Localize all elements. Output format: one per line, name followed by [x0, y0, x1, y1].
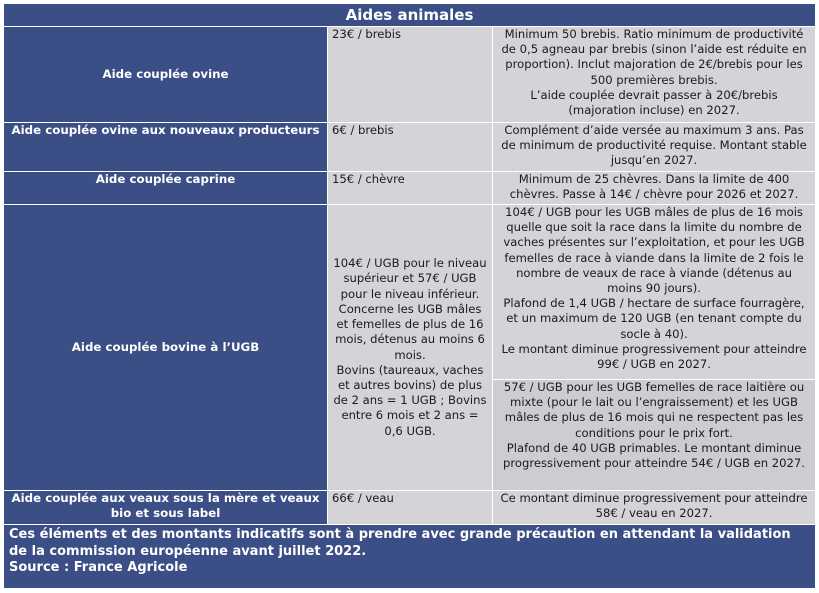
note-text: Minimum de 25 chèvres. Dans la limite de 400 chèvres. Passe à 14€ / chèvre pour 2026 et 2027. — [509, 172, 799, 202]
note-text: 57€ / UGB pour les UGB femelles de race laitière ou mixte (pour le lait ou l’engraissement) et les UGB mâles de plus de 16 mois qui ne respectent pas les conditions pour le prix fort. — [503, 380, 805, 440]
note-text: Minimum 50 brebis. Ratio minimum de productivité de 0,5 agneau par brebis (sinon l’aide est réduite en proportion). Inclut majoration de 2€/brebis pour les 500 premières brebis. — [501, 27, 807, 87]
row-notes-caprine — [493, 172, 816, 205]
note-text: Ce montant diminue progressivement pour atteindre 58€ / veau en 2027. — [500, 491, 808, 521]
row-label-bovine: Aide couplée bovine à l’UGB — [4, 205, 328, 491]
row-label-caprine: Aide couplée caprine — [4, 172, 328, 205]
row-amount-ovine: 23€ / brebis — [328, 27, 493, 123]
row-notes-ovine-nouveaux — [493, 123, 816, 172]
row-notes-bovine-lower — [493, 380, 816, 491]
row-notes-ovine — [493, 27, 816, 123]
note-text: 104€ / UGB pour les UGB mâles de plus de 16 mois quelle que soit la race dans la limite du nombre de vaches présentes sur l’exploitation, et pour les UGB femelles de race à viande dans la limite de 2 fois le nombre de veaux de race à viande (détenus au moins 90 jours). — [503, 205, 805, 296]
row-label-ovine: Aide couplée ovine — [4, 27, 328, 123]
note-text: Plafond de 40 UGB primables. Le montant diminue progressivement pour atteindre 54€ / UGB en 2027. — [503, 440, 805, 471]
footer-disclaimer: Ces éléments et des montants indicatifs sont à prendre avec grande précaution en attendant la validation de la commission européenne avant juillet 2022. — [9, 527, 791, 559]
note-text: Plafond de 1,4 UGB / hectare de surface fourragère, et un maximum de 120 UGB (en tenant compte du socle à 40). — [503, 296, 805, 341]
row-notes-veaux — [493, 491, 816, 525]
row-amount-caprine: 15€ / chèvre — [328, 172, 493, 205]
row-amount-ovine-nouveaux: 6€ / brebis — [328, 123, 493, 172]
table-row-veaux — [4, 491, 816, 525]
amount-text: Bovins (taureaux, vaches et autres bovins) de plus de 2 ans = 1 UGB ; Bovins entre 6 mois et 2 ans = 0,6 UGB. — [333, 362, 487, 438]
row-notes-bovine-upper — [493, 205, 816, 380]
row-label-ovine-nouveaux: Aide couplée ovine aux nouveaux producteurs — [4, 123, 328, 172]
row-amount-bovine — [328, 205, 493, 491]
table-footer — [4, 525, 816, 589]
table-title: Aides animales — [4, 4, 816, 27]
table-row-ovine — [4, 27, 816, 123]
note-text: Le montant diminue progressivement pour atteindre 99€ / UGB en 2027. — [501, 341, 807, 372]
footer-source: Source : France Agricole — [9, 560, 188, 575]
table-row-bovine-upper — [4, 205, 816, 380]
amount-text: 104€ / UGB pour le niveau supérieur et 57€ / UGB pour le niveau inférieur. Concerne les UGB mâles et femelles de plus de 16 mois, détenus au moins 6 mois. — [333, 256, 487, 362]
aides-animales-table-container — [3, 3, 815, 590]
table-row-caprine — [4, 172, 816, 205]
row-amount-veaux: 66€ / veau — [328, 491, 493, 525]
note-text: L’aide couplée devrait passer à 20€/brebis (majoration incluse) en 2027. — [530, 87, 778, 118]
note-text: Complément d’aide versée au maximum 3 ans. Pas de minimum de productivité requise. Montant stable jusqu’en 2027. — [501, 123, 807, 168]
table-footer-row — [4, 525, 816, 589]
table-row-ovine-nouveaux — [4, 123, 816, 172]
row-label-veaux: Aide couplée aux veaux sous la mère et veaux bio et sous label — [4, 491, 328, 525]
aides-animales-table — [3, 3, 816, 589]
